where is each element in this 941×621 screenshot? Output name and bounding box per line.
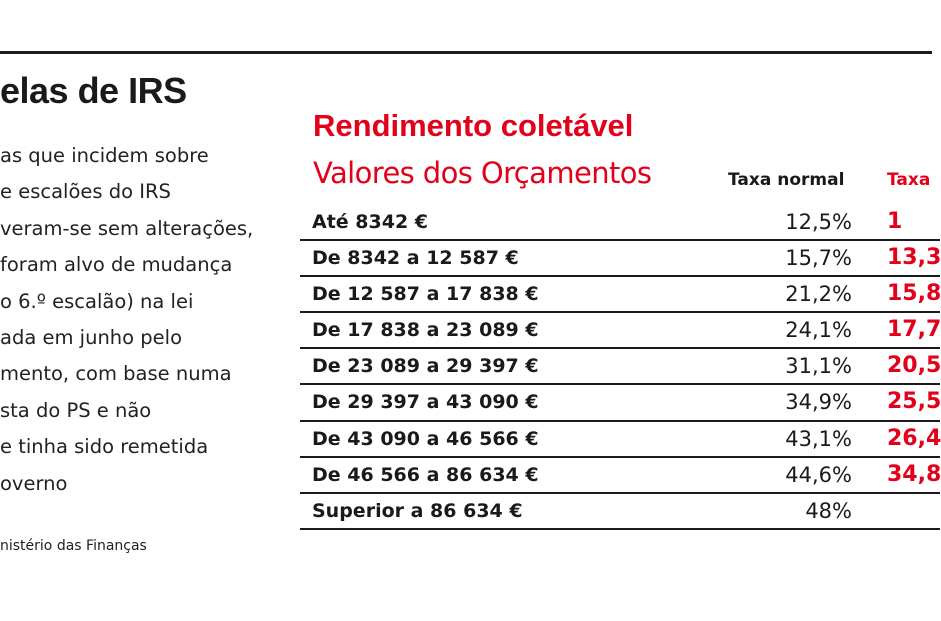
bracket-label: Até 8342 € bbox=[312, 211, 429, 233]
table-row bbox=[300, 311, 940, 347]
column-header-normal-rate: Taxa normal bbox=[728, 170, 845, 190]
intro-line: overno bbox=[0, 471, 68, 495]
intro-line: e escalões do IRS bbox=[0, 180, 171, 204]
bracket-label: De 8342 a 12 587 € bbox=[312, 247, 519, 270]
normal-rate: 31,1% bbox=[785, 354, 852, 379]
reduced-rate: 26,4 bbox=[887, 425, 941, 451]
normal-rate: 15,7% bbox=[785, 246, 852, 271]
bracket-label: De 12 587 a 17 838 € bbox=[312, 283, 539, 306]
intro-line: sta do PS e não bbox=[0, 398, 152, 422]
table-row bbox=[300, 492, 940, 528]
reduced-rate: 34,8 bbox=[887, 461, 941, 487]
normal-rate: 24,1% bbox=[785, 318, 852, 343]
normal-rate: 44,6% bbox=[785, 462, 852, 487]
normal-rate: 48% bbox=[805, 498, 852, 523]
reduced-rate: 15,8 bbox=[887, 281, 941, 307]
intro-line: as que incidem sobre bbox=[0, 144, 209, 167]
bracket-label: De 17 838 a 23 089 € bbox=[312, 319, 539, 342]
intro-line: mento, com base numa bbox=[0, 362, 232, 386]
table-subtitle: Valores dos Orçamentos bbox=[313, 156, 652, 190]
tax-bracket-table bbox=[300, 205, 940, 530]
bracket-label: De 23 089 a 29 397 € bbox=[312, 355, 539, 378]
reduced-rate: 25,5 bbox=[887, 389, 941, 415]
intro-line: e tinha sido remetida bbox=[0, 435, 209, 459]
table-title: Rendimento coletável bbox=[313, 108, 634, 143]
intro-line: ada em junho pelo bbox=[0, 326, 183, 350]
intro-paragraph bbox=[0, 138, 290, 502]
reduced-rate: 17,7 bbox=[887, 317, 941, 343]
source-credit: nistério das Finanças bbox=[0, 538, 147, 554]
reduced-rate: 1 bbox=[887, 209, 903, 234]
normal-rate: 43,1% bbox=[785, 426, 852, 451]
bracket-label: De 46 566 a 86 634 € bbox=[312, 463, 539, 486]
table-row bbox=[300, 456, 940, 492]
bracket-label: Superior a 86 634 € bbox=[312, 499, 523, 522]
table-row bbox=[300, 420, 940, 456]
intro-line: o 6.º escalão) na lei bbox=[0, 289, 194, 313]
normal-rate: 12,5% bbox=[785, 210, 852, 234]
column-header-reduced-rate: Taxa bbox=[887, 170, 931, 190]
bracket-label: De 29 397 a 43 090 € bbox=[312, 391, 539, 414]
table-row bbox=[300, 275, 940, 311]
table-row bbox=[300, 347, 940, 383]
intro-line: foram alvo de mudança bbox=[0, 253, 233, 277]
reduced-rate: 13,3 bbox=[887, 245, 941, 271]
normal-rate: 21,2% bbox=[785, 282, 852, 307]
table-row bbox=[300, 383, 940, 419]
top-rule bbox=[0, 51, 932, 54]
page-heading: elas de IRS bbox=[0, 70, 187, 111]
reduced-rate: 20,5 bbox=[887, 353, 941, 379]
table-row bbox=[300, 239, 940, 275]
table-row bbox=[300, 205, 940, 239]
intro-line: veram-se sem alterações, bbox=[0, 216, 254, 240]
normal-rate: 34,9% bbox=[785, 390, 852, 415]
bracket-label: De 43 090 a 46 566 € bbox=[312, 427, 539, 450]
